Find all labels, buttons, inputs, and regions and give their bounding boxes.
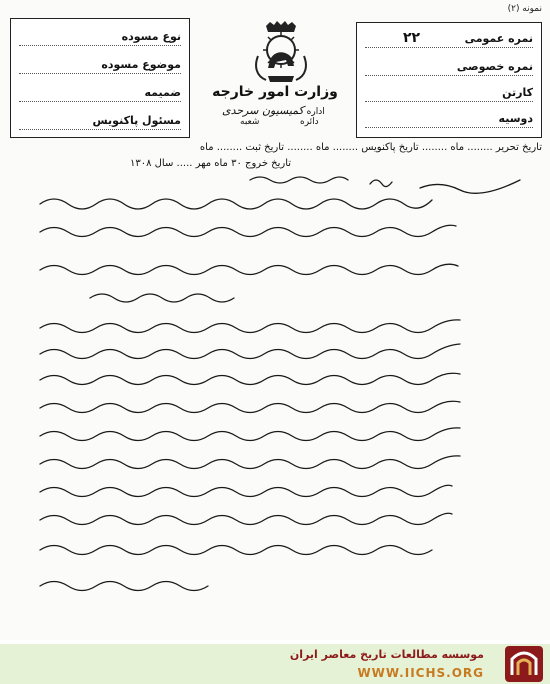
lion-and-sun-emblem-icon (248, 20, 314, 84)
institute-logo-icon (504, 645, 544, 683)
field-draft-type: نوع مسوده (19, 25, 181, 46)
institute-name: موسسه مطالعات تاریخ معاصر ایران (289, 648, 484, 661)
daereh-label: دائره (300, 117, 319, 127)
institute-footer (0, 644, 550, 684)
general-number-value: ۲۲ (403, 30, 421, 46)
field-private-number: نمره خصوصی (365, 55, 533, 76)
field-carton: کارتن (365, 81, 533, 102)
department-handwritten: کمیسیون سرحدی (222, 104, 304, 117)
field-dossier: دوسیه (365, 107, 533, 128)
field-draft-subject: موضوع مسوده (19, 53, 181, 74)
dates-line-1: تاریخ تحریر ........ ماه ........ تاریخ پاکنویس ........ ماه ........ تاریخ ثبت ........ ماه (199, 142, 542, 153)
department-line: اداره کمیسیون سرحدی (222, 104, 325, 117)
draft-info-box (10, 18, 190, 138)
field-attachment: ضمیمه (19, 81, 181, 102)
registry-info-box (356, 22, 542, 138)
dates-line-2: تاریخ خروج ۳۰ ماه مهر ..... سال ۱۳۰۸ (130, 158, 292, 169)
handwritten-letter-body (0, 170, 550, 630)
shobe-label: شعبه (240, 117, 260, 127)
institute-url[interactable]: WWW.IICHS.ORG (357, 666, 484, 680)
field-officer: مسئول پاکنویس (19, 109, 181, 130)
field-general-number: نمره عمومی ۲۲ (365, 27, 533, 48)
form-number: نمونه (۲) (507, 4, 542, 14)
ministry-title: وزارت امور خارجه (212, 84, 338, 100)
